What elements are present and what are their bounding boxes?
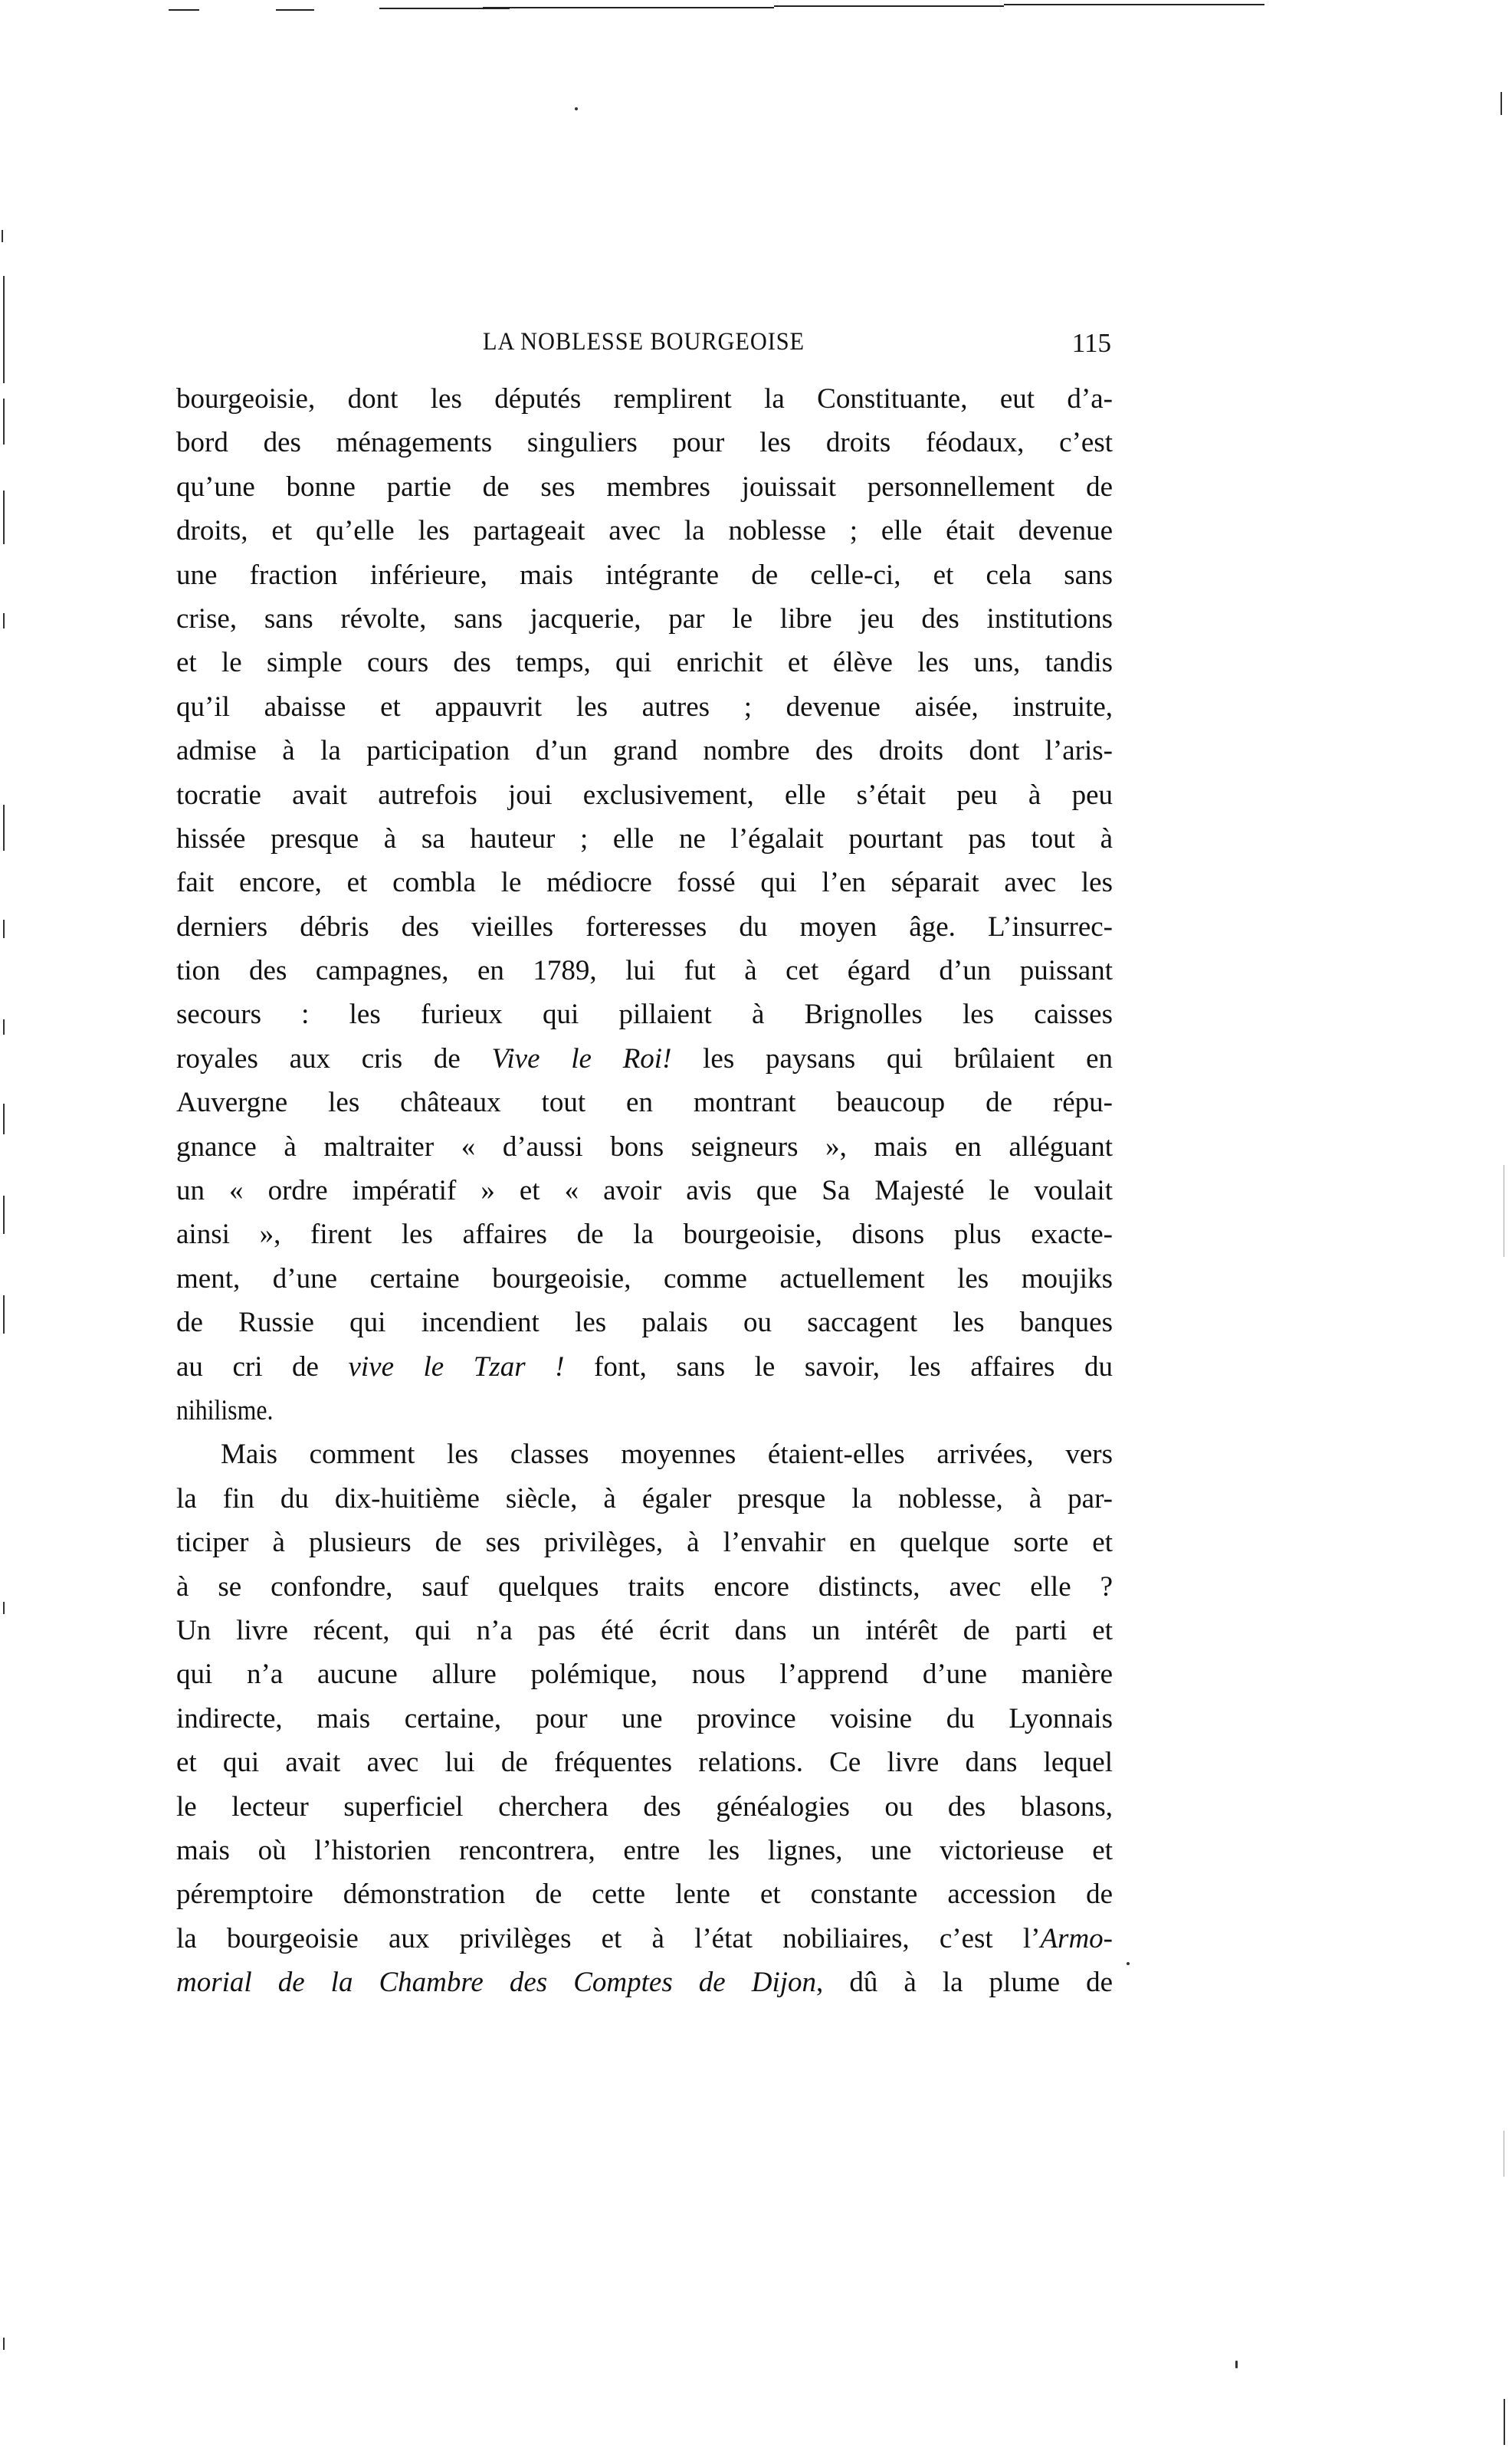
- text-line: [176, 1565, 1113, 1609]
- margin-mark: [1504, 2399, 1505, 2445]
- margin-mark: [3, 1196, 5, 1234]
- text-line: [176, 641, 1113, 684]
- text-line: [176, 773, 1113, 817]
- text-line-content: fait encore, et combla le médiocre fossé qui l’en séparait avec les: [176, 867, 1113, 899]
- text-line: [176, 685, 1113, 729]
- text-line-content: droits, et qu’elle les partageait avec la noblesse ; elle était devenue: [176, 515, 1113, 547]
- margin-mark: [2, 230, 3, 242]
- text-line: [176, 377, 1113, 421]
- text-line-content: un « ordre impératif » et « avoir avis que Sa Majesté le voulait: [176, 1175, 1113, 1207]
- text-line-content: Auvergne les châteaux tout en montrant beaucoup de répu-: [176, 1087, 1113, 1119]
- text-line: [176, 1169, 1113, 1213]
- text-line: [176, 1345, 1113, 1389]
- text-line-content: qui n’a aucune allure polémique, nous l’apprend d’une manière: [176, 1659, 1113, 1691]
- text-line: [176, 1257, 1113, 1301]
- stray-speck: [575, 107, 578, 110]
- text-line: [176, 1301, 1113, 1344]
- text-line-content: admise à la participation d’un grand nombre des droits dont l’aris-: [176, 735, 1113, 767]
- text-line: [176, 509, 1113, 553]
- text-line-content: et le simple cours des temps, qui enrichit et élève les uns, tandis: [176, 647, 1113, 679]
- running-title: LA NOBLESSE BOURGEOISE: [482, 328, 805, 356]
- margin-mark: [3, 1295, 5, 1334]
- text-line: [176, 1785, 1113, 1829]
- text-line-content: la fin du dix-huitième siècle, à égaler presque la noblesse, à par-: [176, 1482, 1113, 1514]
- text-line-content: mais où l’historien rencontrera, entre les lignes, une victorieuse et: [176, 1834, 1113, 1866]
- text-line-content: secours : les furieux qui pillaient à Brignolles les caisses: [176, 999, 1113, 1031]
- text-line: [176, 1917, 1113, 1961]
- italic-phrase: vive le Tzar !: [348, 1350, 565, 1383]
- text-line-content: indirecte, mais certaine, pour une province voisine du Lyonnais: [176, 1702, 1113, 1734]
- margin-mark: [3, 805, 5, 851]
- text-line-content: Mais comment les classes moyennes étaient-elles arrivées, vers: [221, 1439, 1113, 1471]
- text-line-content: tion des campagnes, en 1789, lui fut à cet égard d’un puissant: [176, 955, 1113, 987]
- text-line-content: à se confondre, sauf quelques traits encore distincts, avec elle ?: [176, 1570, 1113, 1603]
- margin-mark: [3, 613, 5, 628]
- text-line-content: qu’il abaisse et appauvrit les autres ; devenue aisée, instruite,: [176, 691, 1113, 723]
- text-line: [176, 1961, 1113, 2004]
- text-line-content: péremptoire démonstration de cette lente et constante accession de: [176, 1879, 1113, 1911]
- text-line-content: et qui avait avec lui de fréquentes relations. Ce livre dans lequel: [176, 1747, 1113, 1779]
- text-line-content: hissée presque à sa hauteur ; elle ne l’égalait pourtant pas tout à: [176, 822, 1113, 855]
- text-line: [176, 553, 1113, 597]
- text-line-content: tocratie avait autrefois joui exclusivement, elle s’était peu à peu: [176, 779, 1113, 811]
- text-line: [176, 465, 1113, 509]
- italic-phrase: morial de la Chambre des Comptes de Dijon: [176, 1967, 817, 1999]
- text-line: [176, 1741, 1113, 1784]
- margin-mark: [3, 2338, 5, 2350]
- text-line: [176, 1521, 1113, 1564]
- text-line-content: derniers débris des vieilles forteresses du moyen âge. L’insurrec-: [176, 911, 1113, 943]
- text-line-content: royales aux cris de: [176, 1042, 492, 1075]
- text-line: [176, 1432, 1113, 1476]
- text-line-content: ment, d’une certaine bourgeoisie, comme actuellement les moujiks: [176, 1262, 1113, 1295]
- margin-mark: [3, 276, 5, 383]
- text-line: [176, 949, 1113, 993]
- margin-mark: [3, 1104, 5, 1134]
- text-line: [176, 1652, 1113, 1696]
- margin-mark: [3, 399, 5, 445]
- text-line: [176, 905, 1113, 949]
- text-line-content: Un livre récent, qui n’a pas été écrit dans un intérêt de parti et: [176, 1614, 1113, 1646]
- body-text: [176, 377, 1113, 2004]
- text-line: [176, 861, 1113, 904]
- margin-mark: [3, 920, 5, 938]
- text-line: [176, 1125, 1113, 1169]
- text-line-content: nihilisme.: [176, 1394, 274, 1426]
- text-line: [176, 1389, 982, 1432]
- text-line: [176, 1697, 1113, 1741]
- text-line-content: de Russie qui incendient les palais ou saccagent les banques: [176, 1307, 1113, 1339]
- text-line: [176, 1829, 1113, 1872]
- text-line: [176, 993, 1113, 1036]
- text-line: [176, 597, 1113, 641]
- text-line-content: gnance à maltraiter « d’aussi bons seigneurs », mais en alléguant: [176, 1130, 1113, 1163]
- text-line: [176, 729, 1113, 773]
- text-line: [176, 1081, 1113, 1124]
- stray-speck: [1127, 1962, 1130, 1965]
- text-line-content: ainsi », firent les affaires de la bourgeoisie, disons plus exacte-: [176, 1219, 1113, 1251]
- stray-speck: [1235, 2361, 1238, 2368]
- running-head: [176, 328, 1111, 362]
- text-line: [176, 1609, 1113, 1652]
- page-number: 115: [1071, 328, 1111, 358]
- margin-mark: [1501, 92, 1502, 115]
- italic-phrase: Armo-: [1040, 1922, 1113, 1954]
- text-line: [176, 817, 1113, 861]
- text-line-content: , dû à la plume de: [816, 1967, 1113, 1999]
- text-line-content: bourgeoisie, dont les députés remplirent la Constituante, eut d’a-: [176, 383, 1113, 415]
- text-line-content: qu’une bonne partie de ses membres jouissait personnellement de: [176, 471, 1113, 503]
- text-line-content: ticiper à plusieurs de ses privilèges, à l’envahir en quelque sorte et: [176, 1527, 1113, 1559]
- text-line: [176, 1213, 1113, 1256]
- text-line: [176, 1477, 1113, 1521]
- text-line: [176, 1872, 1113, 1916]
- margin-mark: [3, 491, 5, 544]
- text-line-content: le lecteur superficiel cherchera des généalogies ou des blasons,: [176, 1790, 1113, 1823]
- margin-mark: [3, 1019, 5, 1035]
- text-line-content: la bourgeoisie aux privilèges et à l’état nobiliaires, c’est l’: [176, 1922, 1041, 1954]
- text-line-content: crise, sans révolte, sans jacquerie, par le libre jeu des institutions: [176, 602, 1113, 635]
- text-line-content: au cri de: [176, 1350, 349, 1383]
- text-line: [176, 1037, 1113, 1081]
- text-line-content: bord des ménagements singuliers pour les droits féodaux, c’est: [176, 427, 1113, 459]
- text-line: [176, 421, 1113, 464]
- text-line-content: font, sans le savoir, les affaires du: [564, 1350, 1113, 1383]
- margin-mark: [3, 1602, 5, 1614]
- text-line-content: une fraction inférieure, mais intégrante de celle-ci, et cela sans: [176, 559, 1113, 591]
- italic-phrase: Vive le Roi!: [491, 1042, 672, 1075]
- scan-edge-top: [169, 3, 1257, 11]
- text-line-content: les paysans qui brûlaient en: [671, 1042, 1114, 1075]
